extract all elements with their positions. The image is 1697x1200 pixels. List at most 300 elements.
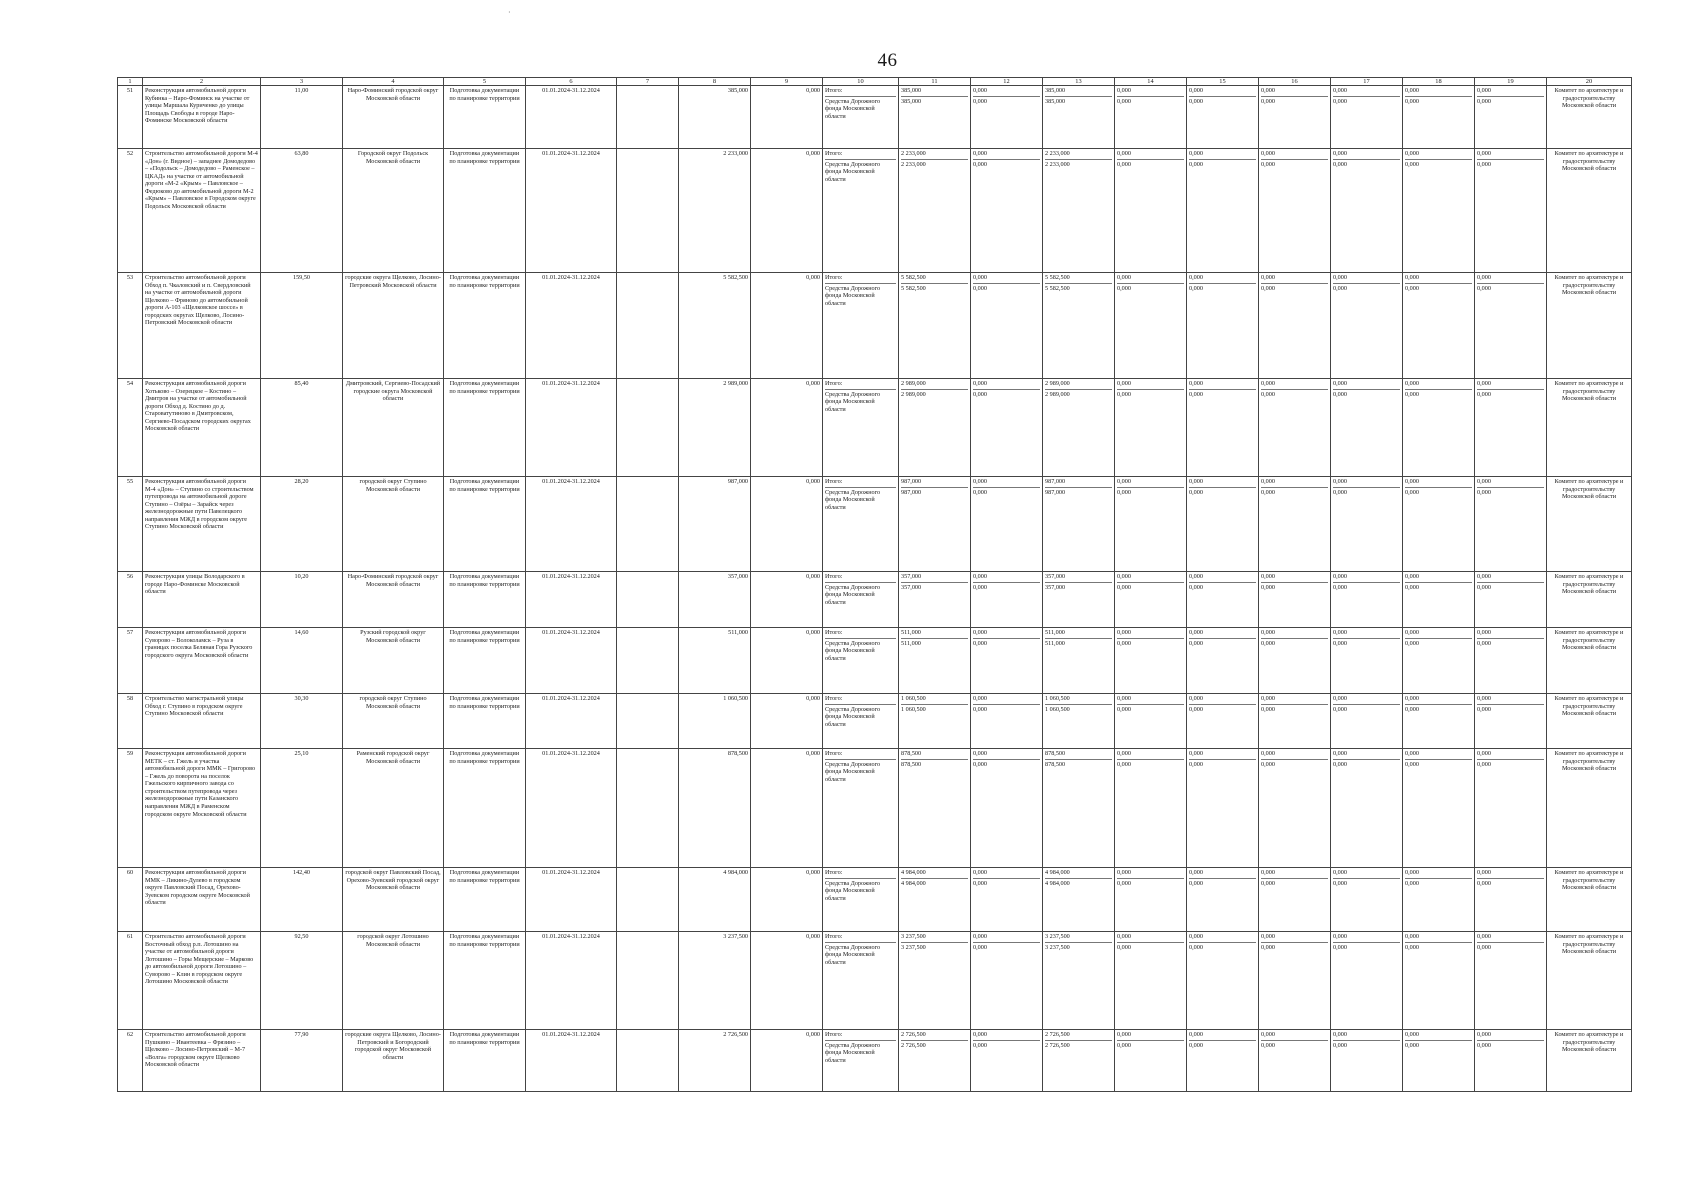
column-8-value-cell: 878,500 bbox=[679, 749, 751, 868]
total-amount: 878,500 bbox=[1045, 750, 1066, 757]
total-label: Итого: bbox=[825, 750, 843, 757]
column-7-cell bbox=[617, 572, 679, 628]
funding-amount-cell-11 bbox=[899, 1030, 971, 1092]
object-name-cell: Строительство автомобильной дороги Пушкино – Ивантеевка – Фрязино – Щелково – Лосино-Петровский – М-7 «Волга» городском округе Щелково Московской области bbox=[143, 1030, 261, 1092]
total-amount: 0,000 bbox=[1477, 750, 1491, 757]
responsible-body-cell: Комитет по архитектуре и градостроительству Московской области bbox=[1547, 694, 1632, 749]
funding-amount-cell-19 bbox=[1475, 694, 1547, 749]
total-amount: 0,000 bbox=[1333, 573, 1347, 580]
column-number-header: 4 bbox=[343, 78, 444, 86]
funding-amount-cell-18 bbox=[1403, 572, 1475, 628]
funding-amount-cell-18 bbox=[1403, 379, 1475, 477]
column-number-header: 9 bbox=[751, 78, 823, 86]
total-amount: 0,000 bbox=[1333, 274, 1347, 281]
financing-source-cell bbox=[823, 477, 899, 572]
column-9-value-cell: 0,000 bbox=[751, 149, 823, 273]
funding-amount-cell-15 bbox=[1187, 694, 1259, 749]
total-amount: 0,000 bbox=[1333, 478, 1347, 485]
total-amount: 511,000 bbox=[901, 629, 921, 636]
total-amount: 0,000 bbox=[1477, 478, 1491, 485]
source-amount: 2 233,000 bbox=[1045, 159, 1112, 169]
total-amount: 0,000 bbox=[973, 629, 987, 636]
table-row bbox=[118, 932, 1632, 1030]
column-number-header: 5 bbox=[444, 78, 526, 86]
funding-amount-cell-16 bbox=[1259, 86, 1331, 149]
total-amount: 0,000 bbox=[973, 380, 987, 387]
table-body bbox=[118, 78, 1632, 1092]
funding-amount-cell-14 bbox=[1115, 572, 1187, 628]
object-name-cell: Реконструкция автомобильной дороги Суворово – Волоколамск – Руза в границах поселка Беляная Гора Рузского городского округа Московской области bbox=[143, 628, 261, 694]
column-8-value-cell: 511,000 bbox=[679, 628, 751, 694]
total-label: Итого: bbox=[825, 87, 843, 94]
column-8-value-cell: 385,000 bbox=[679, 86, 751, 149]
period-cell: 01.01.2024-31.12.2024 bbox=[526, 379, 617, 477]
column-8-value-cell: 987,000 bbox=[679, 477, 751, 572]
funding-amount-cell-16 bbox=[1259, 273, 1331, 379]
source-amount: 1 060,500 bbox=[901, 704, 968, 714]
total-amount: 0,000 bbox=[1117, 750, 1131, 757]
responsible-body-cell: Комитет по архитектуре и градостроительству Московской области bbox=[1547, 86, 1632, 149]
column-9-value-cell: 0,000 bbox=[751, 694, 823, 749]
funding-source-label: Средства Дорожного фонда Московской области bbox=[825, 283, 896, 308]
length-cell: 85,40 bbox=[261, 379, 343, 477]
total-amount: 0,000 bbox=[1189, 150, 1203, 157]
funding-amount-cell-12 bbox=[971, 628, 1043, 694]
source-amount: 987,000 bbox=[901, 487, 968, 497]
location-cell: городские округа Щелково, Лосино-Петровский Московской области bbox=[343, 273, 444, 379]
source-amount: 0,000 bbox=[1261, 638, 1328, 648]
source-amount: 0,000 bbox=[1189, 389, 1256, 399]
object-name-cell: Реконструкция автомобильной дороги М-4 «Дон» – Ступино со строительством путепровода на автомобильной дороге Ступино – Озёры – Зарайск через железнодорожные пути Павелецкого направления МЖД в городском округе Ступино Московской области bbox=[143, 477, 261, 572]
column-number-header: 8 bbox=[679, 78, 751, 86]
row-number-cell: 54 bbox=[118, 379, 143, 477]
source-amount: 0,000 bbox=[1405, 942, 1472, 952]
source-amount: 0,000 bbox=[1405, 704, 1472, 714]
object-name-cell: Строительство автомобильной дороги М-4 «Дон» (г. Видное) – западнее Домодедово – «Подольск – Домодедово – Раменское – ЦКАД» на участке от автомобильной дороги «М-2 «Крым» – Павловское – Федюково до автомобильной дороги М-2 «Крым» – Павловское в Городском округе Подольск Московской области bbox=[143, 149, 261, 273]
source-amount: 5 582,500 bbox=[1045, 283, 1112, 293]
period-cell: 01.01.2024-31.12.2024 bbox=[526, 868, 617, 932]
total-amount: 0,000 bbox=[1405, 629, 1419, 636]
column-8-value-cell: 2 989,000 bbox=[679, 379, 751, 477]
financing-source-cell bbox=[823, 86, 899, 149]
column-number-header: 12 bbox=[971, 78, 1043, 86]
funding-amount-cell-13 bbox=[1043, 477, 1115, 572]
row-number-cell: 61 bbox=[118, 932, 143, 1030]
total-amount: 1 060,500 bbox=[901, 695, 926, 702]
work-stage-cell: Подготовка документации по планировке территории bbox=[444, 1030, 526, 1092]
source-amount: 0,000 bbox=[1333, 582, 1400, 592]
length-cell: 63,80 bbox=[261, 149, 343, 273]
funding-amount-cell-17 bbox=[1331, 86, 1403, 149]
financing-source-cell bbox=[823, 572, 899, 628]
source-amount: 0,000 bbox=[1117, 487, 1184, 497]
source-amount: 0,000 bbox=[1333, 638, 1400, 648]
total-amount: 0,000 bbox=[973, 933, 987, 940]
total-amount: 357,000 bbox=[901, 573, 922, 580]
source-amount: 0,000 bbox=[1189, 582, 1256, 592]
source-amount: 0,000 bbox=[1261, 487, 1328, 497]
row-number-cell: 52 bbox=[118, 149, 143, 273]
period-cell: 01.01.2024-31.12.2024 bbox=[526, 572, 617, 628]
source-amount: 0,000 bbox=[1477, 878, 1544, 888]
object-name-cell: Строительство автомобильной дороги Обход п. Чкаловский и п. Свердловский на участке от автомобильной дороги Щелково – Фряново до автомобильной дороги А-103 «Щелковское шоссе» в городских округах Щелково, Лосино-Петровский Московской области bbox=[143, 273, 261, 379]
column-9-value-cell: 0,000 bbox=[751, 273, 823, 379]
source-amount: 0,000 bbox=[1333, 159, 1400, 169]
total-amount: 0,000 bbox=[1189, 933, 1203, 940]
source-amount: 0,000 bbox=[1477, 96, 1544, 106]
source-amount: 0,000 bbox=[1189, 759, 1256, 769]
responsible-body-cell: Комитет по архитектуре и градостроительству Московской области bbox=[1547, 379, 1632, 477]
funding-amount-cell-19 bbox=[1475, 86, 1547, 149]
work-stage-cell: Подготовка документации по планировке территории bbox=[444, 379, 526, 477]
responsible-body-cell: Комитет по архитектуре и градостроительству Московской области bbox=[1547, 749, 1632, 868]
source-amount: 0,000 bbox=[1117, 1040, 1184, 1050]
location-cell: городские округа Щелково, Лосино-Петровский и Богородский городской округ Московской области bbox=[343, 1030, 444, 1092]
object-name-cell: Строительство магистральной улицы Обход г. Ступино в городском округе Ступино Московской области bbox=[143, 694, 261, 749]
responsible-body-cell: Комитет по архитектуре и градостроительству Московской области bbox=[1547, 477, 1632, 572]
source-amount: 385,000 bbox=[901, 96, 968, 106]
period-cell: 01.01.2024-31.12.2024 bbox=[526, 149, 617, 273]
source-amount: 0,000 bbox=[1477, 389, 1544, 399]
total-amount: 0,000 bbox=[1261, 274, 1275, 281]
source-amount: 0,000 bbox=[1189, 283, 1256, 293]
source-amount: 0,000 bbox=[1405, 283, 1472, 293]
source-amount: 511,000 bbox=[901, 638, 968, 648]
location-cell: Наро-Фоминский городской округ Московской области bbox=[343, 86, 444, 149]
page-number: 46 bbox=[877, 50, 898, 71]
total-amount: 0,000 bbox=[1477, 695, 1491, 702]
total-amount: 0,000 bbox=[1333, 1031, 1347, 1038]
row-number-cell: 60 bbox=[118, 868, 143, 932]
row-number-cell: 51 bbox=[118, 86, 143, 149]
total-amount: 0,000 bbox=[1405, 573, 1419, 580]
source-amount: 0,000 bbox=[1405, 878, 1472, 888]
funding-amount-cell-12 bbox=[971, 273, 1043, 379]
total-amount: 0,000 bbox=[1333, 150, 1347, 157]
total-amount: 1 060,500 bbox=[1045, 695, 1070, 702]
source-amount: 0,000 bbox=[973, 159, 1040, 169]
funding-amount-cell-17 bbox=[1331, 1030, 1403, 1092]
total-amount: 0,000 bbox=[1261, 695, 1275, 702]
source-amount: 3 237,500 bbox=[1045, 942, 1112, 952]
source-amount: 0,000 bbox=[973, 704, 1040, 714]
total-amount: 0,000 bbox=[1117, 1031, 1131, 1038]
funding-amount-cell-15 bbox=[1187, 932, 1259, 1030]
funding-amount-cell-18 bbox=[1403, 932, 1475, 1030]
column-8-value-cell: 4 984,000 bbox=[679, 868, 751, 932]
total-amount: 0,000 bbox=[1117, 380, 1131, 387]
total-amount: 0,000 bbox=[1261, 150, 1275, 157]
source-amount: 0,000 bbox=[1261, 942, 1328, 952]
funding-amount-cell-17 bbox=[1331, 572, 1403, 628]
source-amount: 0,000 bbox=[973, 942, 1040, 952]
column-number-header: 2 bbox=[143, 78, 261, 86]
table-row bbox=[118, 379, 1632, 477]
total-amount: 0,000 bbox=[1117, 695, 1131, 702]
total-amount: 987,000 bbox=[901, 478, 922, 485]
source-amount: 511,000 bbox=[1045, 638, 1112, 648]
column-number-header: 11 bbox=[899, 78, 971, 86]
table-row bbox=[118, 149, 1632, 273]
funding-amount-cell-16 bbox=[1259, 477, 1331, 572]
source-amount: 0,000 bbox=[1261, 1040, 1328, 1050]
funding-source-label: Средства Дорожного фонда Московской области bbox=[825, 582, 896, 607]
total-amount: 0,000 bbox=[1405, 150, 1419, 157]
funding-source-label: Средства Дорожного фонда Московской области bbox=[825, 96, 896, 121]
total-amount: 0,000 bbox=[1477, 573, 1491, 580]
total-amount: 0,000 bbox=[1405, 1031, 1419, 1038]
total-amount: 0,000 bbox=[973, 1031, 987, 1038]
source-amount: 0,000 bbox=[1117, 96, 1184, 106]
work-stage-cell: Подготовка документации по планировке территории bbox=[444, 868, 526, 932]
funding-amount-cell-13 bbox=[1043, 694, 1115, 749]
source-amount: 0,000 bbox=[1117, 283, 1184, 293]
funding-amount-cell-15 bbox=[1187, 1030, 1259, 1092]
column-number-header: 18 bbox=[1403, 78, 1475, 86]
total-amount: 0,000 bbox=[1477, 274, 1491, 281]
total-amount: 0,000 bbox=[1117, 150, 1131, 157]
funding-amount-cell-14 bbox=[1115, 628, 1187, 694]
total-amount: 4 984,000 bbox=[1045, 869, 1070, 876]
source-amount: 0,000 bbox=[1117, 638, 1184, 648]
funding-amount-cell-11 bbox=[899, 379, 971, 477]
funding-amount-cell-16 bbox=[1259, 749, 1331, 868]
location-cell: городской округ Павловский Посад, Орехово-Зуевский городской округ Московской области bbox=[343, 868, 444, 932]
total-amount: 511,000 bbox=[1045, 629, 1065, 636]
total-amount: 2 233,000 bbox=[1045, 150, 1070, 157]
source-amount: 0,000 bbox=[973, 389, 1040, 399]
source-amount: 0,000 bbox=[1405, 638, 1472, 648]
financing-source-cell bbox=[823, 868, 899, 932]
total-amount: 0,000 bbox=[1189, 695, 1203, 702]
source-amount: 0,000 bbox=[1117, 159, 1184, 169]
total-amount: 4 984,000 bbox=[901, 869, 926, 876]
location-cell: городской округ Лотошино Московской области bbox=[343, 932, 444, 1030]
table-row bbox=[118, 694, 1632, 749]
funding-amount-cell-13 bbox=[1043, 1030, 1115, 1092]
total-amount: 0,000 bbox=[973, 695, 987, 702]
column-7-cell bbox=[617, 379, 679, 477]
total-amount: 2 726,500 bbox=[901, 1031, 926, 1038]
source-amount: 0,000 bbox=[1333, 283, 1400, 293]
funding-amount-cell-18 bbox=[1403, 477, 1475, 572]
funding-amount-cell-13 bbox=[1043, 868, 1115, 932]
total-label: Итого: bbox=[825, 933, 843, 940]
total-label: Итого: bbox=[825, 695, 843, 702]
source-amount: 0,000 bbox=[973, 1040, 1040, 1050]
period-cell: 01.01.2024-31.12.2024 bbox=[526, 477, 617, 572]
length-cell: 28,20 bbox=[261, 477, 343, 572]
funding-amount-cell-13 bbox=[1043, 149, 1115, 273]
funding-source-label: Средства Дорожного фонда Московской области bbox=[825, 638, 896, 663]
source-amount: 0,000 bbox=[1477, 582, 1544, 592]
total-amount: 3 237,500 bbox=[901, 933, 926, 940]
column-number-header: 1 bbox=[118, 78, 143, 86]
funding-amount-cell-13 bbox=[1043, 86, 1115, 149]
funding-amount-cell-17 bbox=[1331, 694, 1403, 749]
total-amount: 0,000 bbox=[1477, 933, 1491, 940]
column-9-value-cell: 0,000 bbox=[751, 477, 823, 572]
total-amount: 0,000 bbox=[1333, 933, 1347, 940]
total-amount: 0,000 bbox=[1261, 573, 1275, 580]
funding-amount-cell-16 bbox=[1259, 868, 1331, 932]
source-amount: 4 984,000 bbox=[901, 878, 968, 888]
source-amount: 0,000 bbox=[1189, 159, 1256, 169]
source-amount: 2 726,500 bbox=[1045, 1040, 1112, 1050]
row-number-cell: 58 bbox=[118, 694, 143, 749]
total-amount: 0,000 bbox=[1405, 274, 1419, 281]
source-amount: 0,000 bbox=[1405, 582, 1472, 592]
total-amount: 0,000 bbox=[973, 750, 987, 757]
funding-amount-cell-17 bbox=[1331, 932, 1403, 1030]
financing-source-cell bbox=[823, 149, 899, 273]
funding-amount-cell-17 bbox=[1331, 379, 1403, 477]
length-cell: 25,10 bbox=[261, 749, 343, 868]
source-amount: 0,000 bbox=[1189, 487, 1256, 497]
source-amount: 0,000 bbox=[1189, 704, 1256, 714]
funding-source-label: Средства Дорожного фонда Московской области bbox=[825, 1040, 896, 1065]
length-cell: 11,00 bbox=[261, 86, 343, 149]
source-amount: 0,000 bbox=[1261, 159, 1328, 169]
funding-amount-cell-17 bbox=[1331, 477, 1403, 572]
source-amount: 987,000 bbox=[1045, 487, 1112, 497]
total-amount: 0,000 bbox=[1117, 869, 1131, 876]
table-row bbox=[118, 868, 1632, 932]
total-label: Итого: bbox=[825, 1031, 843, 1038]
total-amount: 0,000 bbox=[1117, 629, 1131, 636]
funding-amount-cell-13 bbox=[1043, 379, 1115, 477]
responsible-body-cell: Комитет по архитектуре и градостроительству Московской области bbox=[1547, 868, 1632, 932]
funding-amount-cell-13 bbox=[1043, 273, 1115, 379]
location-cell: городской округ Ступино Московской области bbox=[343, 694, 444, 749]
funding-amount-cell-11 bbox=[899, 572, 971, 628]
table-row bbox=[118, 572, 1632, 628]
funding-amount-cell-18 bbox=[1403, 149, 1475, 273]
column-8-value-cell: 1 060,500 bbox=[679, 694, 751, 749]
source-amount: 0,000 bbox=[1261, 582, 1328, 592]
row-number-cell: 59 bbox=[118, 749, 143, 868]
total-amount: 0,000 bbox=[1405, 695, 1419, 702]
responsible-body-cell: Комитет по архитектуре и градостроительству Московской области bbox=[1547, 932, 1632, 1030]
object-name-cell: Реконструкция улицы Володарского в городе Наро-Фоминске Московской области bbox=[143, 572, 261, 628]
funding-amount-cell-15 bbox=[1187, 628, 1259, 694]
source-amount: 878,500 bbox=[901, 759, 968, 769]
source-amount: 5 582,500 bbox=[901, 283, 968, 293]
row-number-cell: 53 bbox=[118, 273, 143, 379]
column-7-cell bbox=[617, 273, 679, 379]
total-amount: 0,000 bbox=[1117, 478, 1131, 485]
funding-amount-cell-17 bbox=[1331, 749, 1403, 868]
funding-amount-cell-19 bbox=[1475, 628, 1547, 694]
funding-amount-cell-15 bbox=[1187, 868, 1259, 932]
funding-amount-cell-14 bbox=[1115, 379, 1187, 477]
column-7-cell bbox=[617, 628, 679, 694]
row-number-cell: 55 bbox=[118, 477, 143, 572]
responsible-body-cell: Комитет по архитектуре и градостроительству Московской области bbox=[1547, 572, 1632, 628]
funding-amount-cell-17 bbox=[1331, 149, 1403, 273]
column-8-value-cell: 3 237,500 bbox=[679, 932, 751, 1030]
length-cell: 30,30 bbox=[261, 694, 343, 749]
column-7-cell bbox=[617, 86, 679, 149]
total-amount: 385,000 bbox=[901, 87, 922, 94]
total-amount: 0,000 bbox=[1477, 869, 1491, 876]
funding-amount-cell-19 bbox=[1475, 379, 1547, 477]
total-amount: 0,000 bbox=[1405, 478, 1419, 485]
source-amount: 0,000 bbox=[1333, 487, 1400, 497]
source-amount: 0,000 bbox=[1477, 159, 1544, 169]
total-amount: 0,000 bbox=[973, 150, 987, 157]
source-amount: 0,000 bbox=[1477, 283, 1544, 293]
total-amount: 0,000 bbox=[1189, 274, 1203, 281]
funding-amount-cell-11 bbox=[899, 932, 971, 1030]
funding-amount-cell-17 bbox=[1331, 628, 1403, 694]
source-amount: 0,000 bbox=[1261, 283, 1328, 293]
source-amount: 0,000 bbox=[1405, 159, 1472, 169]
table-row bbox=[118, 1030, 1632, 1092]
total-amount: 0,000 bbox=[1333, 695, 1347, 702]
total-amount: 0,000 bbox=[1333, 629, 1347, 636]
funding-amount-cell-15 bbox=[1187, 749, 1259, 868]
location-cell: Рузский городской округ Московской области bbox=[343, 628, 444, 694]
column-8-value-cell: 2 726,500 bbox=[679, 1030, 751, 1092]
total-amount: 0,000 bbox=[1333, 87, 1347, 94]
column-9-value-cell: 0,000 bbox=[751, 379, 823, 477]
funding-amount-cell-11 bbox=[899, 628, 971, 694]
funding-amount-cell-16 bbox=[1259, 628, 1331, 694]
total-amount: 0,000 bbox=[1261, 933, 1275, 940]
source-amount: 0,000 bbox=[1261, 96, 1328, 106]
location-cell: городской округ Ступино Московской области bbox=[343, 477, 444, 572]
source-amount: 0,000 bbox=[1189, 878, 1256, 888]
total-amount: 357,000 bbox=[1045, 573, 1066, 580]
period-cell: 01.01.2024-31.12.2024 bbox=[526, 628, 617, 694]
total-amount: 2 989,000 bbox=[1045, 380, 1070, 387]
source-amount: 0,000 bbox=[1189, 1040, 1256, 1050]
column-number-header: 16 bbox=[1259, 78, 1331, 86]
source-amount: 0,000 bbox=[1189, 942, 1256, 952]
total-amount: 0,000 bbox=[973, 869, 987, 876]
column-8-value-cell: 5 582,500 bbox=[679, 273, 751, 379]
funding-amount-cell-12 bbox=[971, 694, 1043, 749]
total-amount: 0,000 bbox=[1333, 869, 1347, 876]
funding-amount-cell-14 bbox=[1115, 86, 1187, 149]
financing-source-cell bbox=[823, 694, 899, 749]
funding-source-label: Средства Дорожного фонда Московской области bbox=[825, 159, 896, 184]
length-cell: 142,40 bbox=[261, 868, 343, 932]
funding-amount-cell-19 bbox=[1475, 1030, 1547, 1092]
object-name-cell: Строительство автомобильной дороги Восточный обход р.п. Лотошино на участке от автомобильной дороги Лотошино – Горы Мещерские – Марково до автомобильной дороги Лотошино – Суворово – Клин в городском округе Лотошино Московской области bbox=[143, 932, 261, 1030]
column-number-header: 15 bbox=[1187, 78, 1259, 86]
funding-amount-cell-14 bbox=[1115, 868, 1187, 932]
funding-amount-cell-12 bbox=[971, 572, 1043, 628]
financing-source-cell bbox=[823, 628, 899, 694]
total-amount: 0,000 bbox=[1117, 274, 1131, 281]
total-amount: 5 582,500 bbox=[901, 274, 926, 281]
funding-amount-cell-13 bbox=[1043, 628, 1115, 694]
funding-amount-cell-19 bbox=[1475, 932, 1547, 1030]
object-name-cell: Реконструкция автомобильной дороги Хотьково – Озерецкое – Костино – Дмитров на участке от автомобильной дороги Обход д. Костино до д. Староватутиново в Дмитровском, Сергиево-Посадском городских округах Московской области bbox=[143, 379, 261, 477]
source-amount: 2 989,000 bbox=[901, 389, 968, 399]
funding-amount-cell-16 bbox=[1259, 572, 1331, 628]
funding-amount-cell-12 bbox=[971, 1030, 1043, 1092]
source-amount: 0,000 bbox=[973, 96, 1040, 106]
period-cell: 01.01.2024-31.12.2024 bbox=[526, 932, 617, 1030]
column-number-header: 3 bbox=[261, 78, 343, 86]
funding-amount-cell-13 bbox=[1043, 932, 1115, 1030]
funding-amount-cell-19 bbox=[1475, 477, 1547, 572]
source-amount: 0,000 bbox=[1477, 759, 1544, 769]
source-amount: 357,000 bbox=[901, 582, 968, 592]
